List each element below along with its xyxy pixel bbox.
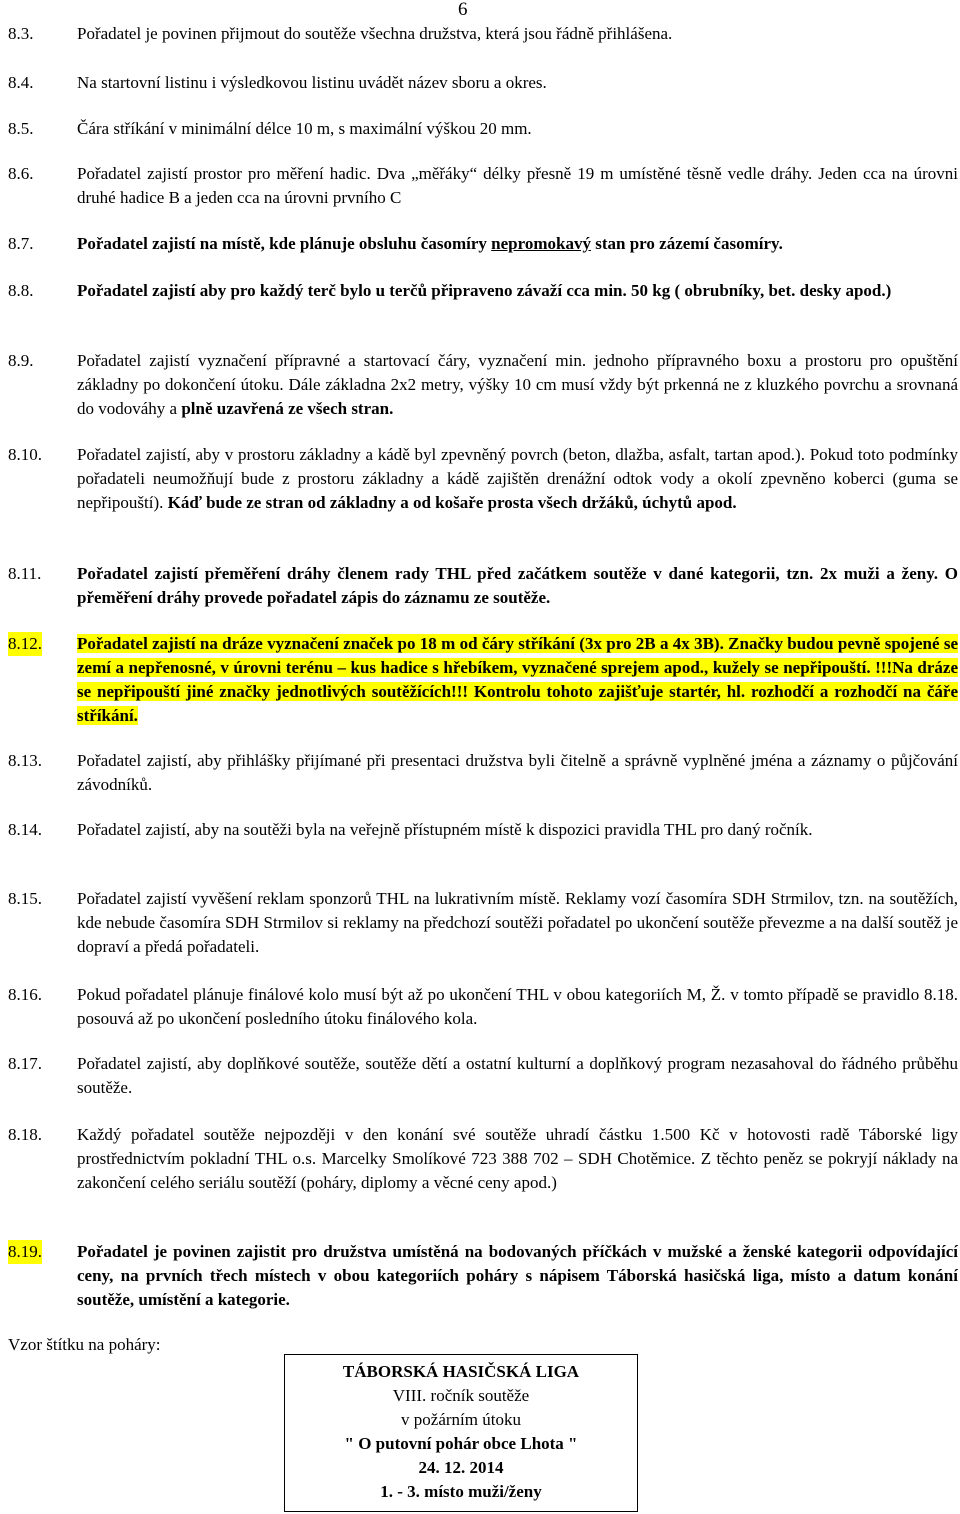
- rule-number: 8.4.: [8, 73, 34, 92]
- rule-number: 8.18.: [8, 1125, 42, 1144]
- rule-number: 8.17.: [8, 1054, 42, 1073]
- rule-number: 8.5.: [8, 119, 34, 138]
- rule-text: Pořadatel je povinen přijmout do soutěže všechna družstva, která jsou řádně přihlášena.: [77, 24, 673, 43]
- rule-text: Pořadatel je povinen zajistit pro družstva umístěná na bodovaných příčkách v mužské a ženské kategorii odpovídající ceny, na prvních třech místech v obou kategoriích poháry s nápisem Táborská hasičská liga, místo a datum konání soutěže, umístění a kategorie.: [77, 1242, 958, 1309]
- rule-text: Na startovní listinu i výsledkovou listinu uvádět název sboru a okres.: [77, 73, 547, 92]
- rule-number: 8.13.: [8, 751, 42, 770]
- rule-text: Pořadatel zajistí vyvěšení reklam sponzorů THL na lukrativním místě. Reklamy vozí časomíra SDH Strmilov, tzn. na soutěžích, kde nebude časomíra SDH Strmilov si reklamy na předchozí soutěži pořadatel po ukončení soutěže převezme a na další soutěž je dopraví a předá pořadateli.: [77, 889, 958, 956]
- rule-text-highlighted: Pořadatel zajistí na dráze vyznačení značek po 18 m od čáry stříkání (3x pro 2B a 4x 3B). Značky budou pevně spojené se zemí a nepřenosné, v úrovni terénu – kus hadice s hřebíkem, vyznačené sprejem apod., kužely se nepřipouští. !!!Na dráze se nepřipouští jiné značky jednotlivých soutěžících!!! Kontrolu tohoto zajišťuje startér, hl. rozhodčí a rozhodčí na čáře stříkání.: [77, 634, 958, 725]
- rule-text-part: stan pro zázemí časomíry.: [590, 234, 783, 253]
- trophy-label-sample: [284, 1354, 638, 1512]
- rule-text: [77, 632, 958, 728]
- rule-number: 8.7.: [8, 234, 34, 253]
- rule-number: 8.11.: [8, 564, 42, 583]
- rule-text: Pokud pořadatel plánuje finálové kolo musí být až po ukončení THL v obou kategoriích M, Ž. v tomto případě se pravidlo 8.18. posouvá až po ukončení posledního útoku finálového kola.: [77, 985, 958, 1028]
- rule-number: 8.14.: [8, 820, 42, 839]
- rule-text: Čára stříkání v minimální délce 10 m, s maximální výškou 20 mm.: [77, 119, 532, 138]
- label-placement: 1. - 3. místo muži/ženy: [380, 1482, 542, 1501]
- rule-text-part: Pořadatel zajistí na místě, kde plánuje obsluhu časomíry: [77, 234, 492, 253]
- rule-text-part: Pořadatel zajistí, aby v prostoru základny a kádě byl zpevněný povrch (beton, dlažba, asfalt, tartan apod.). Pokud toto podmínky pořadateli neumožňují bude z prostoru základny a kádě zajištěn drenážní odtok vody a okolí zpevněno koberci (guma se nepřipouští).: [77, 445, 958, 512]
- label-cup-name: " O putovní pohár obce Lhota ": [344, 1434, 578, 1453]
- rule-text: [77, 443, 958, 515]
- rule-number: 8.12.: [8, 632, 42, 656]
- rule-text: [77, 232, 958, 256]
- rule-number: 8.19.: [8, 1240, 42, 1264]
- rule-number: 8.3.: [8, 24, 34, 43]
- rule-text: Pořadatel zajistí, aby doplňkové soutěže, soutěže dětí a ostatní kulturní a doplňkový program nezasahoval do řádného průběhu soutěže.: [77, 1054, 958, 1097]
- label-caption: Vzor štítku na poháry:: [8, 1335, 161, 1354]
- rule-text: Pořadatel zajistí prostor pro měření hadic. Dva „měřáky“ délky přesně 19 m umístěné těsně vedle dráhy. Jeden cca na úrovni druhé hadice B a jeden cca na úrovni prvního C: [77, 164, 958, 207]
- rule-text: Pořadatel zajistí, aby přihlášky přijímané při presentaci družstva byli čitelně a správně vyplněné jména a záznamy o půjčování závodníků.: [77, 751, 958, 794]
- rule-text: Pořadatel zajistí přeměření dráhy členem rady THL před začátkem soutěže v dané kategorii, tzn. 2x muži a ženy. O přeměření dráhy provede pořadatel zápis do záznamu ze soutěže.: [77, 564, 958, 607]
- rule-number: 8.16.: [8, 985, 42, 1004]
- rule-number: 8.6.: [8, 164, 34, 183]
- rule-text: [77, 349, 958, 421]
- rule-number: 8.10.: [8, 445, 42, 464]
- rule-text: Každý pořadatel soutěže nejpozději v den konání své soutěže uhradí částku 1.500 Kč v hotovosti radě Táborské ligy prostřednictvím pokladní THL o.s. Marcelky Smolíkové 723 388 702 – SDH Chotěmice. Z těchto peněz se pokryjí náklady na zakončení celého seriálu soutěží (poháry, diplomy a věcné ceny apod.): [77, 1125, 958, 1192]
- rule-number: 8.8.: [8, 281, 34, 300]
- rule-text-part: Pořadatel zajistí vyznačení přípravné a startovací čáry, vyznačení min. jednoho přípravného boxu a prostoru pro opuštění základny po dokončení útoku. Dále základna 2x2 metry, výšky 10 cm musí vždy být prkenná ne z kluzkého povrchu a srovnaná do vodováhy a: [77, 351, 958, 418]
- page-number: 6: [458, 0, 468, 20]
- label-edition: VIII. ročník soutěže: [392, 1386, 530, 1405]
- label-league-name: TÁBORSKÁ HASIČSKÁ LIGA: [342, 1362, 580, 1381]
- rule-number: 8.15.: [8, 889, 42, 908]
- label-date: 24. 12. 2014: [418, 1458, 504, 1477]
- rule-text: Pořadatel zajistí, aby na soutěži byla na veřejně přístupném místě k dispozici pravidla THL pro daný ročník.: [77, 820, 813, 839]
- label-discipline: v požárním útoku: [401, 1410, 521, 1429]
- rule-text: Pořadatel zajistí aby pro každý terč bylo u terčů připraveno závaží cca min. 50 kg ( obrubníky, bet. desky apod.): [77, 281, 892, 300]
- rule-text-bold: Káď bude ze stran od základny a od košaře prosta všech držáků, úchytů apod.: [167, 493, 737, 512]
- rule-number: 8.9.: [8, 351, 34, 370]
- rule-text-bold: plně uzavřená ze všech stran.: [181, 399, 394, 418]
- rule-text-underlined: nepromokavý: [491, 234, 591, 253]
